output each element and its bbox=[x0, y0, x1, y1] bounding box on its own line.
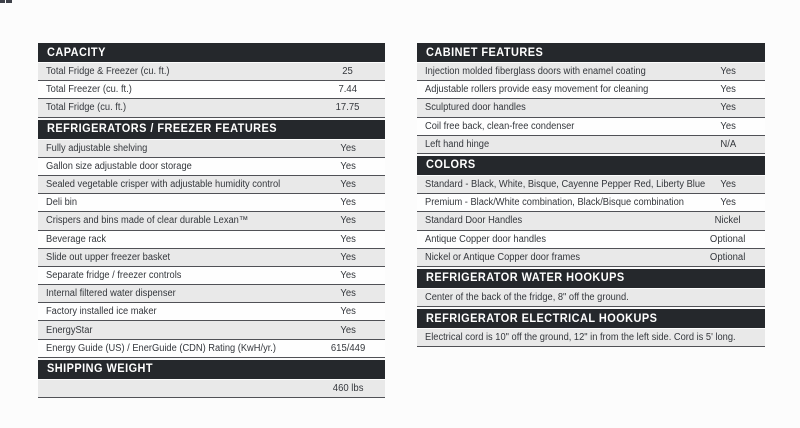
spec-section bbox=[38, 43, 385, 118]
spec-label bbox=[46, 325, 321, 336]
section-title: COLORS bbox=[426, 159, 476, 172]
spec-row bbox=[38, 231, 385, 249]
spec-label-text: Energy Guide (US) / EnerGuide (CDN) Rating (KwH/yr.) bbox=[46, 342, 276, 354]
spec-row bbox=[417, 176, 765, 194]
spec-value bbox=[321, 197, 375, 208]
spec-label-text: Factory installed ice maker bbox=[46, 306, 157, 318]
section-title: CABINET FEATURES bbox=[426, 46, 544, 59]
spec-value bbox=[321, 252, 375, 263]
spec-value bbox=[321, 179, 375, 190]
spec-value bbox=[701, 102, 755, 113]
spec-label bbox=[425, 252, 701, 263]
spec-label-text: Standard - Black, White, Bisque, Cayenne Pepper Red, Liberty Blue bbox=[425, 179, 706, 191]
spec-value-text: Yes bbox=[720, 84, 736, 96]
spec-value-text: Yes bbox=[340, 288, 356, 300]
spec-row bbox=[417, 136, 765, 154]
spec-label bbox=[46, 288, 321, 299]
spec-row bbox=[38, 380, 385, 398]
spec-value bbox=[701, 139, 755, 150]
spec-label bbox=[46, 252, 321, 263]
spec-row bbox=[38, 267, 385, 285]
spec-row bbox=[417, 249, 765, 267]
spec-value bbox=[701, 179, 755, 190]
spec-section bbox=[417, 309, 765, 347]
spec-value-text: Yes bbox=[340, 215, 356, 227]
spec-value bbox=[701, 84, 755, 95]
spec-row bbox=[38, 140, 385, 158]
spec-label-text: Gallon size adjustable door storage bbox=[46, 160, 192, 172]
spec-label-text: Injection molded fiberglass doors with enamel coating bbox=[425, 66, 646, 78]
spec-label-text: Beverage rack bbox=[46, 233, 106, 245]
spec-row bbox=[417, 99, 765, 117]
spec-label-text: Nickel or Antique Copper door frames bbox=[425, 251, 581, 263]
spec-value bbox=[701, 121, 755, 132]
section-title: REFRIGERATORS / FREEZER FEATURES bbox=[47, 123, 278, 136]
spec-row bbox=[38, 81, 385, 99]
spec-label-text: Sealed vegetable crisper with adjustable humidity control bbox=[46, 179, 281, 191]
spec-label-text: Total Fridge (cu. ft.) bbox=[46, 102, 127, 114]
spec-value bbox=[321, 143, 375, 154]
spec-value-text: Yes bbox=[720, 197, 736, 209]
spec-label-text: Left hand hinge bbox=[425, 138, 490, 150]
spec-label-text: Electrical cord is 10" off the ground, 12" in from the left side. Cord is 5' long. bbox=[425, 332, 736, 344]
spec-label bbox=[425, 179, 706, 191]
spec-label bbox=[46, 66, 321, 77]
spec-label bbox=[46, 197, 321, 208]
spec-label-text: Center of the back of the fridge, 8" off the ground. bbox=[425, 291, 629, 303]
spec-row bbox=[417, 81, 765, 99]
spec-label bbox=[425, 102, 701, 113]
spec-value-text: Yes bbox=[340, 197, 356, 209]
spec-value bbox=[321, 306, 375, 317]
section-title: REFRIGERATOR WATER HOOKUPS bbox=[426, 272, 625, 285]
spec-row bbox=[38, 249, 385, 267]
section-header bbox=[417, 269, 765, 288]
spec-row bbox=[417, 118, 765, 136]
section-header bbox=[38, 360, 385, 379]
spec-label-text: Adjustable rollers provide easy movement for cleaning bbox=[425, 84, 649, 96]
spec-label-text: Fully adjustable shelving bbox=[46, 142, 148, 154]
spec-label-text: Slide out upper freezer basket bbox=[46, 251, 171, 263]
spec-row bbox=[38, 99, 385, 117]
spec-label bbox=[425, 234, 701, 245]
spec-label-text: Crispers and bins made of clear durable Lexan™ bbox=[46, 215, 249, 227]
spec-value bbox=[321, 84, 375, 95]
spec-label bbox=[425, 215, 701, 226]
spec-value bbox=[321, 270, 375, 281]
spec-label-text: Deli bin bbox=[46, 197, 78, 209]
section-header bbox=[417, 309, 765, 328]
spec-value-text: Optional bbox=[710, 251, 746, 263]
spec-label bbox=[425, 292, 755, 303]
section-title: REFRIGERATOR ELECTRICAL HOOKUPS bbox=[426, 312, 658, 325]
spec-value bbox=[321, 383, 375, 394]
spec-row bbox=[38, 212, 385, 230]
spec-value bbox=[321, 288, 375, 299]
spec-label-text: Antique Copper door handles bbox=[425, 233, 546, 245]
spec-row bbox=[38, 321, 385, 339]
spec-value bbox=[321, 325, 375, 336]
spec-table-right-column bbox=[417, 43, 765, 349]
spec-value-text: Optional bbox=[710, 233, 746, 245]
spec-label-text: EnergyStar bbox=[46, 324, 93, 336]
spec-value-text: 25 bbox=[342, 66, 354, 78]
spec-label-text: Premium - Black/White combination, Black/Bisque combination bbox=[425, 197, 684, 209]
corner-artifact bbox=[6, 0, 12, 3]
corner-artifact bbox=[0, 0, 5, 3]
spec-label bbox=[425, 84, 701, 95]
spec-row bbox=[38, 340, 385, 358]
spec-value bbox=[321, 343, 375, 354]
spec-value-text: 460 lbs bbox=[332, 382, 364, 394]
spec-label bbox=[46, 383, 321, 394]
spec-value-text: N/A bbox=[720, 138, 736, 150]
section-header bbox=[417, 43, 765, 62]
spec-value bbox=[321, 215, 375, 226]
spec-value bbox=[321, 102, 375, 113]
spec-row bbox=[417, 289, 765, 307]
spec-label bbox=[46, 270, 321, 281]
spec-row bbox=[417, 329, 765, 347]
spec-section bbox=[417, 43, 765, 154]
spec-value-text: Yes bbox=[340, 142, 356, 154]
spec-value-text: Yes bbox=[340, 269, 356, 281]
section-header bbox=[38, 120, 385, 139]
spec-section bbox=[38, 360, 385, 398]
spec-label-text: Sculptured door handles bbox=[425, 102, 526, 114]
spec-value bbox=[701, 234, 755, 245]
section-title: CAPACITY bbox=[47, 46, 106, 59]
spec-row bbox=[417, 231, 765, 249]
spec-value bbox=[321, 66, 375, 77]
spec-label-text: Total Freezer (cu. ft.) bbox=[46, 84, 132, 96]
spec-section bbox=[417, 269, 765, 307]
spec-label bbox=[46, 179, 321, 190]
spec-section bbox=[38, 120, 385, 358]
spec-label bbox=[46, 343, 321, 354]
spec-value-text: Yes bbox=[340, 306, 356, 318]
spec-label bbox=[425, 197, 701, 208]
spec-label bbox=[425, 332, 755, 343]
spec-label bbox=[46, 143, 321, 154]
spec-value bbox=[701, 66, 755, 77]
spec-label bbox=[425, 139, 701, 150]
spec-value bbox=[701, 197, 755, 208]
section-title: SHIPPING WEIGHT bbox=[47, 363, 154, 376]
spec-label bbox=[46, 102, 321, 113]
spec-row bbox=[417, 194, 765, 212]
section-header bbox=[417, 156, 765, 175]
spec-label bbox=[46, 215, 321, 226]
spec-label bbox=[46, 234, 321, 245]
spec-row bbox=[417, 212, 765, 230]
spec-row bbox=[38, 303, 385, 321]
spec-value-text: 17.75 bbox=[336, 102, 360, 114]
spec-value-text: Yes bbox=[340, 233, 356, 245]
spec-label-text: Total Fridge & Freezer (cu. ft.) bbox=[46, 66, 170, 78]
spec-value-text: 615/449 bbox=[330, 342, 366, 354]
spec-value-text: Yes bbox=[720, 102, 736, 114]
spec-value-text: Yes bbox=[720, 120, 736, 132]
spec-row bbox=[38, 63, 385, 81]
spec-row bbox=[38, 285, 385, 303]
spec-value-text: Yes bbox=[340, 324, 356, 336]
spec-row bbox=[38, 194, 385, 212]
spec-label-text: Separate fridge / freezer controls bbox=[46, 269, 182, 281]
spec-label-text: Standard Door Handles bbox=[425, 215, 523, 227]
spec-table-left-column bbox=[38, 43, 385, 400]
spec-row bbox=[38, 158, 385, 176]
spec-value bbox=[321, 161, 375, 172]
spec-value-text: Yes bbox=[340, 179, 356, 191]
spec-label bbox=[46, 306, 321, 317]
spec-value-text: Yes bbox=[340, 160, 356, 172]
spec-label bbox=[46, 84, 321, 95]
spec-value-text: Nickel bbox=[715, 215, 741, 227]
spec-value bbox=[701, 215, 755, 226]
spec-value bbox=[701, 252, 755, 263]
spec-label bbox=[425, 66, 701, 77]
spec-value-text: Yes bbox=[720, 179, 736, 191]
spec-value-text: Yes bbox=[340, 251, 356, 263]
spec-section bbox=[417, 156, 765, 267]
spec-value-text: 7.44 bbox=[338, 84, 358, 96]
spec-label bbox=[46, 161, 321, 172]
spec-label bbox=[425, 121, 701, 132]
spec-label-text: Internal filtered water dispenser bbox=[46, 288, 176, 300]
spec-value-text: Yes bbox=[720, 66, 736, 78]
spec-row bbox=[417, 63, 765, 81]
spec-row bbox=[38, 176, 385, 194]
spec-value bbox=[321, 234, 375, 245]
section-header bbox=[38, 43, 385, 62]
spec-label-text: Coil free back, clean-free condenser bbox=[425, 120, 575, 132]
